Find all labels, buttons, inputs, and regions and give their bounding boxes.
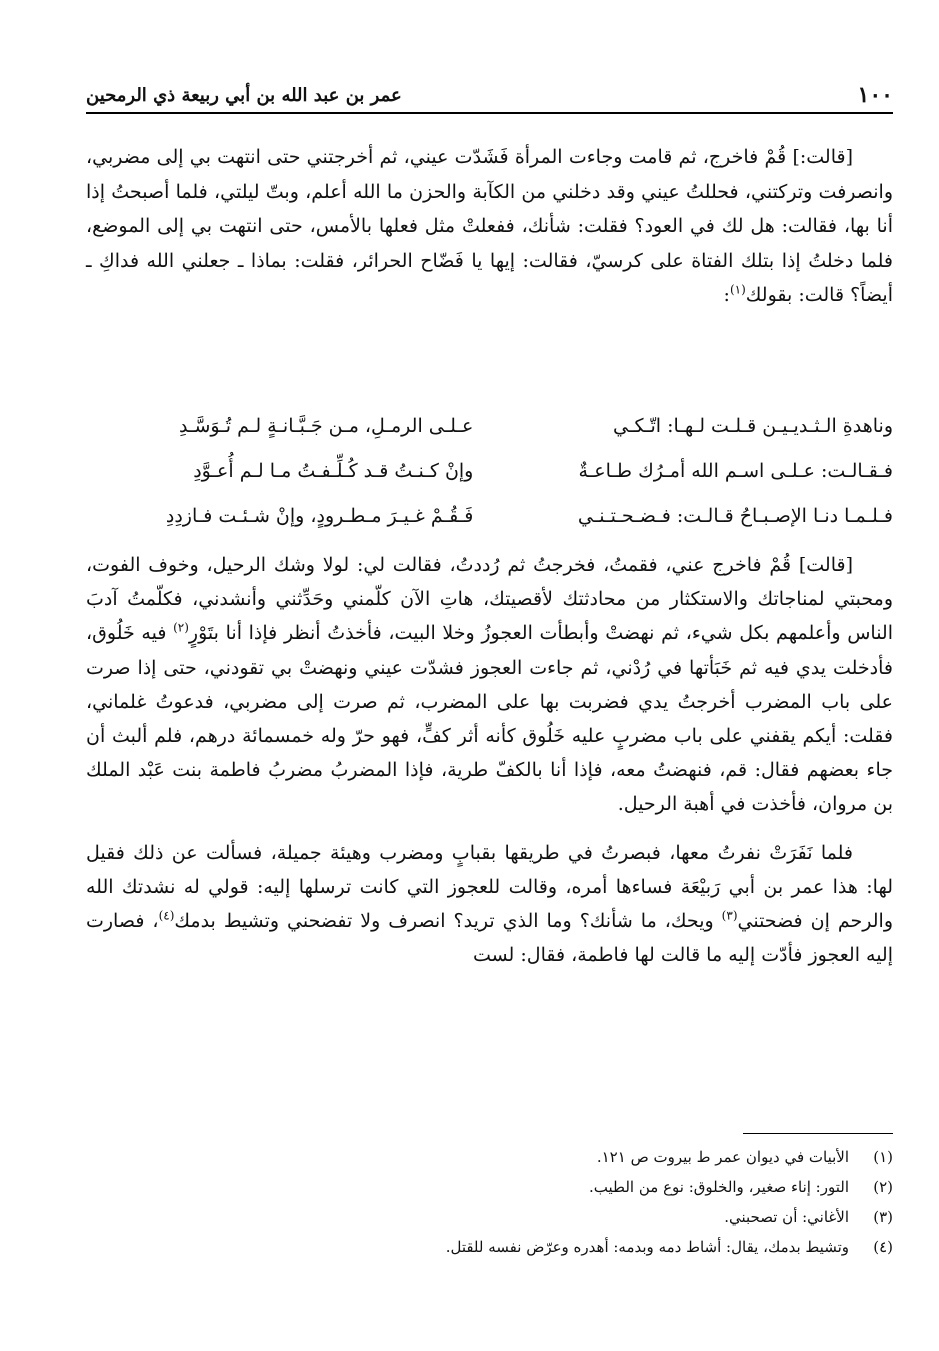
footnote: [86, 1142, 893, 1172]
hemistich-first: فـقـالـت: عـلـى اسـم الله أمـرُك طـاعـةٌ: [578, 460, 893, 482]
body-text-upper: [86, 140, 893, 317]
verse: [86, 404, 893, 449]
paragraph: [قالت:] قُمْ فاخرج، ثم قامت وجاءت المرأة فَشَدّت عيني، ثم أخرجتني حتى انتهت بي إلى مضربي، وانصرفت وتركتني، فحللتُ عيني وقد دخلني من الكآبة والحزن ما الله أعلم، وبتّ ليلتي، فلما أصبحتُ إذا أنا بها، فقالت: هل لك في العود؟ فقلت: شأنك، ففعلتْ مثل فعلها بالأمس، حتى انتهت بي إلى الموضع، فلما دخلتُ إذا بتلك الفتاة على كرسيّ، فقالت: إيها يا فَضّاح الحرائر، فقلت: بماذا ـ جعلني الله فداكِ ـ أيضاً؟ قالت: بقولك$^{(١)}$:: [86, 146, 893, 306]
footnote-number: (٢): [873, 1178, 893, 1196]
footnote-ref: (١): [729, 282, 746, 297]
footnote-ref: (٢): [173, 621, 189, 636]
verse: [86, 494, 893, 539]
footnote-number: (٣): [873, 1208, 893, 1226]
poem: [86, 404, 893, 539]
footnote-text: الأغاني: أن تصحبني.: [724, 1208, 849, 1226]
footnotes: [86, 1142, 893, 1262]
footnote-separator: [743, 1133, 893, 1134]
running-title: عمر بن عبد الله بن أبي ربيعة ذي الرمحين: [86, 85, 402, 106]
footnote-number: (٤): [873, 1238, 893, 1256]
footnote-text: الأبيات في ديوان عمر ط بيروت ص ١٢١.: [596, 1148, 849, 1166]
footnote-text: وتشيط بدمك، يقال: أشاط دمه وبدمه: أهدره وعرّض نفسه للقتل.: [445, 1238, 849, 1256]
page-header: [86, 78, 893, 114]
footnote-ref: (٣): [721, 908, 738, 923]
hemistich-first: فـلـمـا دنـا الإصـبـاحُ قـالـت: فـضـحـتـنـي: [577, 505, 893, 527]
body-text-lower: [86, 548, 893, 972]
footnote-text: التور: إناء صغير، والخلوق: نوع من الطيب.: [589, 1178, 849, 1196]
paragraph: [قالت] قُمْ فاخرج عني، فقمتُ، فخرجتُ ثم رُددتُ، فقالت لي: لولا وشك الرحيل، وخوف الفوت، ومحبتي لمناجاتك والاستكثار من محادثتك لأقصيتك، هاتِ الآن كلّمني وحَدِّثني وأنشدني، فكلّمتُ آدبَ الناس وأعلمهم بكل شيء، ثم نهضتْ وأبطأت العجوزُ وخلا البيت، فأخذتُ أنظر فإذا أنا بتَوْرٍ$^{(٢)}$ فيه خَلُوق، فأدخلت يدي فيه ثم خَبَأتها في رُدْني، ثم جاءت العجوز فشدّت عيني ونهضتْ بي تقودني، حتى إذا صرت على باب المضرب أخرجتُ يدي فضربت بها على المضرب، ثم صرت إلى مضربي، فدعوتُ غلماني، فقلت: أيكم يقفني على باب مضربٍ عليه خَلُوق كأنه أثر كفٍّ، فهو حرّ وله خمسمائة درهم، فلم ألبث أن جاء بعضهم فقال: قم، فنهضتُ معه، فإذا أنا بالكفّ طرية، فإذا المضربُ مضربُ فاطمة بنت عَبْد الملك بن مروان، فأخذت في أهبة الرحيل.: [86, 554, 893, 816]
footnote-number: (١): [873, 1148, 893, 1166]
hemistich-second: وإنْ كـنـتُ قـد كُـلِّـفـتُ مـا لـم أُعـوَّدِ: [193, 460, 474, 482]
footnote: [86, 1172, 893, 1202]
footnote-ref: (٤): [158, 908, 175, 923]
hemistich-second: عـلـى الرمـلِ، مـن جَـبَّـانـةٍ لـم تُـوَسَّـدِ: [178, 415, 474, 437]
verse: [86, 449, 893, 494]
footnote: [86, 1232, 893, 1262]
hemistich-first: وناهدةِ الـثـديـيـن قـلـت لـهـا: اتّـكـي: [613, 415, 893, 437]
paragraph: فلما نَفَرَتْ نفرتُ معها، فبصرتُ في طريقها بقبابٍ ومضرب وهيئة جميلة، فسألت عن ذلك فقيل لها: هذا عمر بن أبي رَبيْعَة فساءها أمره، وقالت للعجوز التي كانت ترسلها إليه: قولي له نشدتك الله والرحم إن فضحتني$^{(٣)}$ ويحك، ما شأنك؟ وما الذي تريد؟ انصرف ولا تفضحني وتشيط بدمك$^{(٤)}$، فصارت إليه العجوز فأدّت إليه ما قالت لها فاطمة، فقال: لست: [86, 841, 893, 967]
page-number: ١٠٠: [857, 82, 893, 108]
hemistich-second: فَـقُـمْ غـيـرَ مـطـرودٍ، وإنْ شـئـت فـازدِدِ: [165, 505, 474, 527]
footnote: [86, 1202, 893, 1232]
